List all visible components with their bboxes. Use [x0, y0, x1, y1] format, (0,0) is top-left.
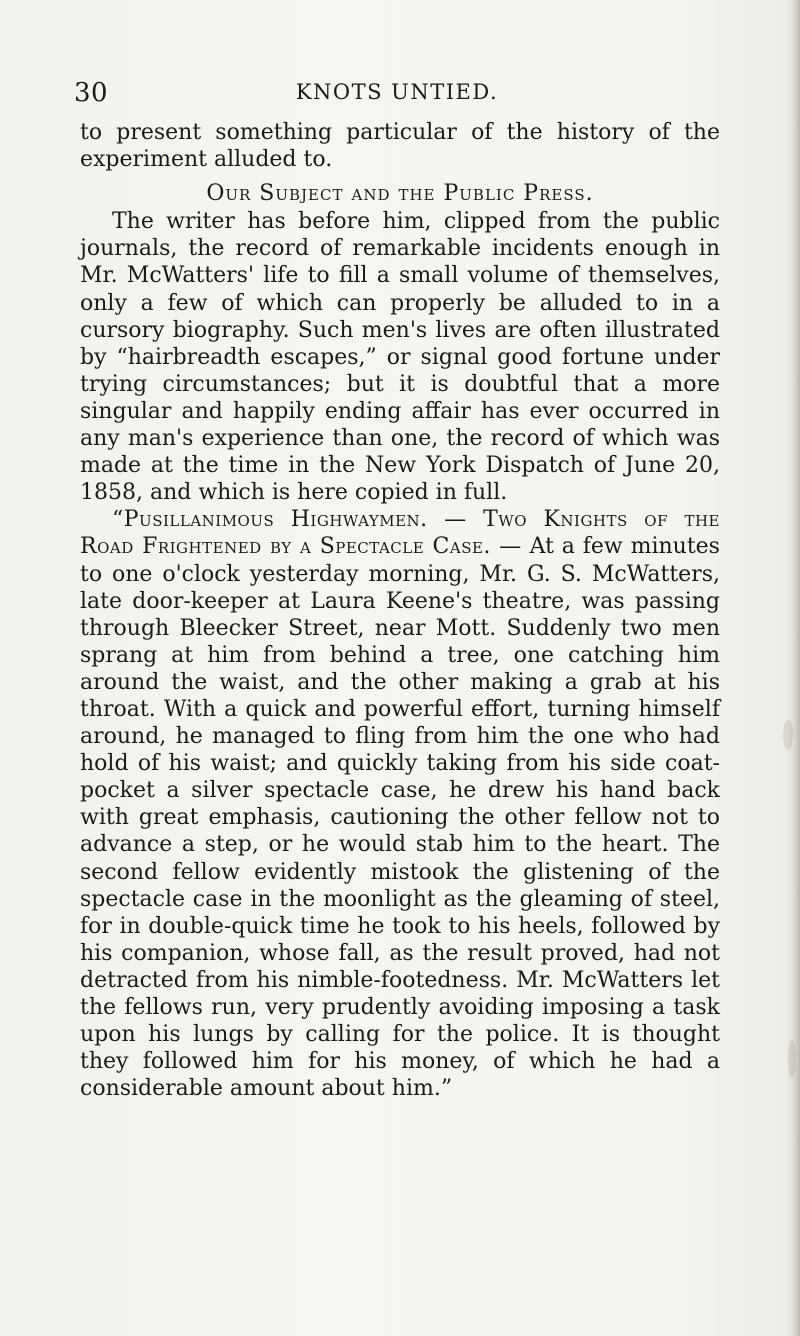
paper-stain: [783, 720, 793, 750]
quote-body: At a few minutes to one o'clock yesterday morning, Mr. G. S. McWatters, late door-keeper at Laura Keene's theatre, was passing through Bleecker Street, near Mott. Suddenly two men sprang at him from behind a tree, one catching him around the waist, and the other making a grab at his throat. With a quick and powerful effort, turning himself around, he managed to fling from him the one who had hold of his waist; and quickly taking from his side coat-pocket a silver spectacle case, he drew his hand back with great emphasis, cautioning the other fellow not to advance a step, or he would stab him to the heart. The second fellow evidently mistook the glistening of the spectacle case in the moonlight as the gleaming of steel, for in double-quick time he took to his heels, followed by his companion, whose fall, as the result proved, had not detracted from his nimble-footedness. Mr. McWatters let the fellows run, very prudently avoiding imposing a task upon his lungs by calling for the police. It is thought they followed him for his money, of which he had a considerable amount about him.”: [80, 534, 720, 1102]
section-heading: Our Subject and the Public Press.: [206, 181, 594, 207]
running-head: [72, 76, 722, 110]
page-number: 30: [74, 78, 109, 108]
paragraph-main: The writer has before him, clipped from the public journals, the record of remarkable incidents enough in Mr. McWatters' life to fill a small volume of themselves, only a few of which can properly be alluded to in a cursory biography. Such men's lives are often illustrated by “hairbreadth escapes,” or signal good fortune under trying circumstances; but it is doubtful that a more singular and happily ending affair has ever occurred in any man's experience than one, the record of which was made at the time in the New York Dispatch of June 20, 1858, and which is here copied in full.: [80, 209, 720, 506]
running-title: KNOTS UNTIED.: [295, 80, 499, 104]
paragraph-intro: to present something particular of the history of the experiment alluded to.: [80, 120, 720, 173]
page-edge-shadow: [786, 0, 800, 1336]
body-text: [80, 119, 720, 1102]
quote-title: “Pusillanimous Highwaymen. — Two Knights of the Road Frightened by a Spectacle Case. —: [80, 507, 720, 560]
paper-stain: [788, 1040, 796, 1078]
paragraph-quote: [80, 506, 720, 1102]
